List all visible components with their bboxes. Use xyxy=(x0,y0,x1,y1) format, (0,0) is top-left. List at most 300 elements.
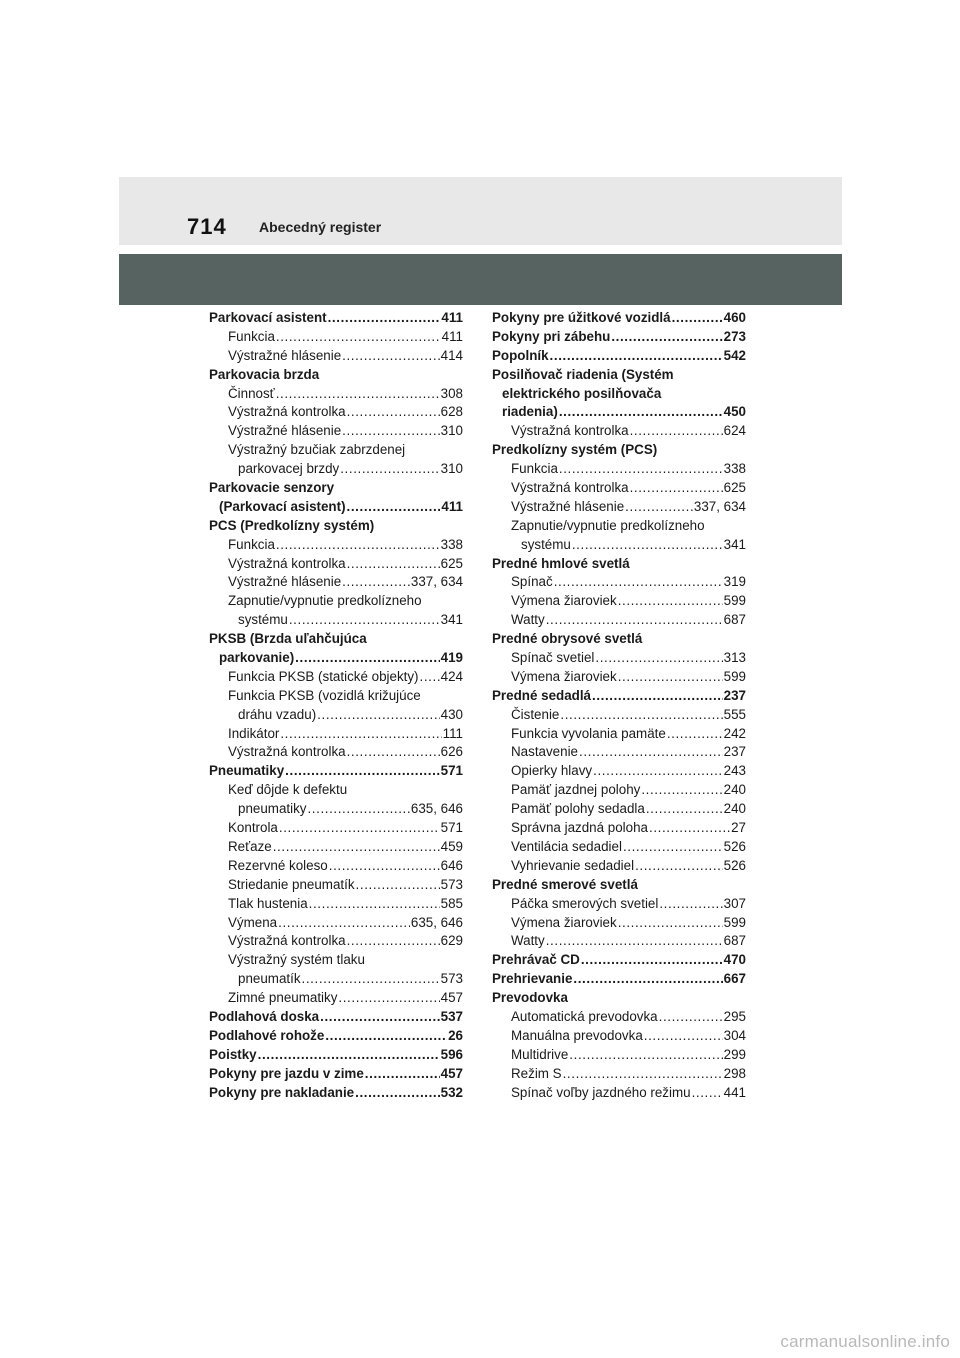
dot-leader xyxy=(692,1084,723,1103)
index-entry xyxy=(492,725,746,744)
index-entry xyxy=(209,725,463,744)
entry-page-ref: 599 xyxy=(723,668,746,684)
entry-page-ref: 240 xyxy=(723,782,746,798)
section-title: Abecedný register xyxy=(259,219,382,235)
entry-term: Výstražná kontrolka xyxy=(228,555,346,571)
index-entry xyxy=(492,1065,746,1084)
entry-page-ref: 450 xyxy=(723,404,746,420)
entry-term: Pamäť jazdnej polohy xyxy=(511,782,641,798)
entry-term: Watty xyxy=(511,933,545,949)
index-entry xyxy=(492,951,746,970)
dot-leader xyxy=(559,460,723,479)
dot-leader xyxy=(667,725,723,744)
header-band xyxy=(119,177,842,245)
index-entry xyxy=(209,838,463,857)
index-entry xyxy=(492,895,746,914)
dot-leader xyxy=(611,328,722,347)
entry-term: Zapnutie/vypnutie predkolízneho xyxy=(228,593,422,609)
dot-leader xyxy=(559,403,723,422)
entry-page-ref: 625 xyxy=(723,480,746,496)
entry-term: Funkcia PKSB (statické objekty) xyxy=(228,668,419,684)
index-entry xyxy=(209,668,463,687)
dot-leader xyxy=(623,838,723,857)
index-entry xyxy=(209,630,463,649)
dot-leader xyxy=(641,781,722,800)
index-column-right xyxy=(492,309,746,1102)
entry-term: riadenia) xyxy=(502,404,558,420)
entry-page-ref: 310 xyxy=(440,423,463,439)
entry-page-ref: 307 xyxy=(723,895,746,911)
entry-term: Pokyny pre úžitkové vozidlá xyxy=(492,310,671,325)
index-entry xyxy=(492,1084,746,1103)
dot-leader xyxy=(347,932,440,951)
entry-page-ref: 111 xyxy=(442,725,463,741)
entry-term: PKSB (Brzda uľahčujúca xyxy=(209,631,367,647)
index-entry xyxy=(209,592,463,611)
entry-term: PCS (Predkolízny systém) xyxy=(209,517,375,533)
entry-page-ref: 237 xyxy=(723,744,746,760)
dot-leader xyxy=(347,743,440,762)
index-entry xyxy=(492,743,746,762)
dot-leader xyxy=(573,970,722,989)
entry-page-ref: 635, 646 xyxy=(410,914,463,930)
entry-term: Parkovacia brzda xyxy=(209,366,320,382)
index-entry xyxy=(492,781,746,800)
index-entry xyxy=(492,441,746,460)
dot-leader xyxy=(365,1065,440,1084)
index-entry xyxy=(209,800,463,819)
entry-term: Poistky xyxy=(209,1046,257,1062)
dot-leader xyxy=(672,309,723,328)
entry-term: Predné smerové svetlá xyxy=(492,876,638,892)
index-entry xyxy=(209,876,463,895)
entry-term: Výstražné hlásenie xyxy=(228,423,342,439)
entry-term: Výstražná kontrolka xyxy=(228,744,346,760)
dot-leader xyxy=(276,536,440,555)
dot-leader xyxy=(347,498,441,517)
index-entry xyxy=(209,895,463,914)
index-entry xyxy=(492,857,746,876)
entry-page-ref: 308 xyxy=(440,385,463,401)
index-entry xyxy=(492,649,746,668)
dot-leader xyxy=(618,668,723,687)
entry-term: Funkcia xyxy=(511,461,558,477)
dot-leader xyxy=(595,649,722,668)
entry-term: Multidrive xyxy=(511,1046,569,1062)
index-entry xyxy=(209,857,463,876)
entry-term: Výstražný systém tlaku xyxy=(228,952,365,968)
index-entry xyxy=(209,1084,463,1103)
entry-term: (Parkovací asistent) xyxy=(219,498,346,514)
index-entry xyxy=(492,1008,746,1027)
index-entry xyxy=(492,460,746,479)
entry-page-ref: 26 xyxy=(448,1027,463,1043)
entry-term: Spínač xyxy=(511,574,553,590)
entry-page-ref: 646 xyxy=(440,857,463,873)
dot-leader xyxy=(635,857,723,876)
entry-term: Funkcia PKSB (vozidlá križujúce xyxy=(228,687,421,703)
dot-leader xyxy=(563,1065,723,1084)
dot-leader xyxy=(309,895,440,914)
entry-term: Výmena xyxy=(228,914,278,930)
index-entry xyxy=(492,422,746,441)
entry-page-ref: 414 xyxy=(440,347,463,363)
entry-term: Páčka smerových svetiel xyxy=(511,895,659,911)
index-entry xyxy=(492,479,746,498)
dot-leader xyxy=(569,1046,722,1065)
entry-page-ref: 532 xyxy=(440,1084,463,1100)
entry-term: Pokyny pre jazdu v zime xyxy=(209,1065,364,1081)
entry-term: Činnosť xyxy=(228,385,275,401)
entry-page-ref: 526 xyxy=(723,838,746,854)
index-entry xyxy=(492,706,746,725)
dot-leader xyxy=(320,1008,440,1027)
entry-term: Pokyny pre nakladanie xyxy=(209,1084,355,1100)
index-entry xyxy=(492,838,746,857)
entry-term: Režim S xyxy=(511,1065,562,1081)
dot-leader xyxy=(420,668,440,687)
entry-term: Nastavenie xyxy=(511,744,578,760)
dot-leader xyxy=(572,536,723,555)
entry-page-ref: 338 xyxy=(723,461,746,477)
index-entry xyxy=(492,573,746,592)
index-entry xyxy=(209,385,463,404)
dot-leader xyxy=(276,385,440,404)
dot-leader xyxy=(646,800,723,819)
dot-leader xyxy=(342,347,440,366)
dot-leader xyxy=(560,706,722,725)
entry-term: Pamäť polohy sedadla xyxy=(511,801,645,817)
dot-leader xyxy=(356,876,440,895)
entry-page-ref: 237 xyxy=(723,687,746,703)
entry-page-ref: 337, 634 xyxy=(693,498,746,514)
entry-term: parkovanie) xyxy=(219,650,295,666)
entry-term: Výstražná kontrolka xyxy=(511,480,629,496)
index-entry xyxy=(209,498,463,517)
dot-leader xyxy=(554,573,723,592)
dot-leader xyxy=(630,479,723,498)
index-entry xyxy=(492,914,746,933)
entry-page-ref: 430 xyxy=(440,706,463,722)
dot-leader xyxy=(325,1027,447,1046)
entry-page-ref: 341 xyxy=(723,536,746,552)
index-entry xyxy=(492,932,746,951)
index-entry xyxy=(492,592,746,611)
entry-term: Spínač svetiel xyxy=(511,650,595,666)
entry-page-ref: 337, 634 xyxy=(410,574,463,590)
entry-term: Pneumatiky xyxy=(209,763,285,779)
index-entry xyxy=(209,460,463,479)
dot-leader xyxy=(342,573,410,592)
watermark: carmanualsonline.info xyxy=(780,1332,950,1351)
entry-page-ref: 687 xyxy=(723,933,746,949)
entry-page-ref: 573 xyxy=(440,876,463,892)
entry-page-ref: 411 xyxy=(441,328,463,344)
entry-term: Automatická prevodovka xyxy=(511,1008,658,1024)
dot-leader xyxy=(347,555,440,574)
index-entry xyxy=(209,536,463,555)
entry-term: Parkovacie senzory xyxy=(209,480,335,496)
index-entry xyxy=(209,555,463,574)
entry-page-ref: 240 xyxy=(723,801,746,817)
index-entry xyxy=(492,536,746,555)
index-entry xyxy=(492,687,746,706)
entry-term: Podlahová doska xyxy=(209,1008,320,1024)
entry-page-ref: 599 xyxy=(723,593,746,609)
entry-page-ref: 573 xyxy=(440,971,463,987)
entry-page-ref: 599 xyxy=(723,914,746,930)
dot-leader xyxy=(328,309,441,328)
entry-term: Podlahové rohože xyxy=(209,1027,325,1043)
entry-page-ref: 628 xyxy=(440,404,463,420)
dot-leader xyxy=(258,1046,440,1065)
index-entry xyxy=(209,1027,463,1046)
entry-term: Predné obrysové svetlá xyxy=(492,631,643,647)
dot-leader xyxy=(307,800,409,819)
index-entry xyxy=(209,517,463,536)
dot-leader xyxy=(659,1008,723,1027)
index-entry xyxy=(492,1046,746,1065)
entry-term: Výstražné hlásenie xyxy=(228,347,342,363)
entry-page-ref: 542 xyxy=(723,347,746,363)
entry-term: Výmena žiaroviek xyxy=(511,914,617,930)
index-entry xyxy=(209,649,463,668)
entry-page-ref: 243 xyxy=(723,763,746,779)
entry-term: pneumatík xyxy=(238,971,301,987)
index-entry xyxy=(209,781,463,800)
entry-term: Opierky hlavy xyxy=(511,763,593,779)
entry-page-ref: 635, 646 xyxy=(410,801,463,817)
entry-page-ref: 341 xyxy=(440,612,463,628)
entry-page-ref: 571 xyxy=(440,820,463,836)
index-entry xyxy=(209,743,463,762)
entry-page-ref: 319 xyxy=(723,574,746,590)
entry-page-ref: 419 xyxy=(440,650,463,666)
dot-leader xyxy=(347,403,440,422)
entry-page-ref: 526 xyxy=(723,857,746,873)
index-entry xyxy=(209,1046,463,1065)
index-entry xyxy=(209,403,463,422)
dot-leader xyxy=(279,819,440,838)
index-entry xyxy=(492,762,746,781)
dot-leader xyxy=(592,687,723,706)
entry-page-ref: 585 xyxy=(440,895,463,911)
index-entry xyxy=(492,498,746,517)
entry-term: Spínač voľby jazdného režimu xyxy=(511,1084,691,1100)
dot-leader xyxy=(329,857,440,876)
index-entry xyxy=(209,328,463,347)
entry-page-ref: 424 xyxy=(440,668,463,684)
entry-page-ref: 571 xyxy=(440,763,463,779)
entry-term: Ventilácia sedadiel xyxy=(511,838,622,854)
dot-leader xyxy=(295,649,439,668)
dot-leader xyxy=(273,838,440,857)
index-entry xyxy=(492,328,746,347)
entry-term: Funkcia xyxy=(228,536,275,552)
dot-leader xyxy=(618,914,723,933)
dot-leader xyxy=(302,970,440,989)
entry-term: Parkovací asistent xyxy=(209,310,327,325)
index-entry xyxy=(209,951,463,970)
index-entry xyxy=(209,914,463,933)
entry-term: systému xyxy=(521,536,571,552)
entry-term: dráhu vzadu) xyxy=(238,706,317,722)
entry-page-ref: 411 xyxy=(441,310,463,325)
entry-term: elektrického posilňovača xyxy=(502,385,662,401)
dot-leader xyxy=(625,498,693,517)
entry-term: Predkolízny systém (PCS) xyxy=(492,442,658,458)
index-entry xyxy=(209,611,463,630)
index-entry xyxy=(492,668,746,687)
index-entry xyxy=(492,403,746,422)
entry-term: Výmena žiaroviek xyxy=(511,593,617,609)
index-entry xyxy=(209,932,463,951)
entry-term: Výmena žiaroviek xyxy=(511,668,617,684)
dot-leader xyxy=(317,706,439,725)
entry-term: Watty xyxy=(511,612,545,628)
page-number: 714 xyxy=(187,214,227,239)
entry-term: Prevodovka xyxy=(492,990,568,1006)
entry-page-ref: 537 xyxy=(440,1008,463,1024)
dot-leader xyxy=(649,819,730,838)
index-entry xyxy=(492,366,746,385)
entry-term: parkovacej brzdy xyxy=(238,461,340,477)
entry-page-ref: 624 xyxy=(723,423,746,439)
entry-page-ref: 460 xyxy=(723,310,746,325)
entry-term: Výstražná kontrolka xyxy=(511,423,629,439)
index-entry xyxy=(492,630,746,649)
dot-leader xyxy=(342,422,440,441)
entry-term: Prehrávač CD xyxy=(492,952,580,968)
index-entry xyxy=(209,366,463,385)
entry-page-ref: 273 xyxy=(723,328,746,344)
entry-term: pneumatiky xyxy=(238,801,307,817)
entry-term: Striedanie pneumatík xyxy=(228,876,355,892)
entry-page-ref: 555 xyxy=(723,706,746,722)
header-dark-band xyxy=(119,254,842,305)
entry-term: Tlak hustenia xyxy=(228,895,308,911)
entry-term: Výstražné hlásenie xyxy=(228,574,342,590)
index-entry xyxy=(209,347,463,366)
dot-leader xyxy=(285,762,439,781)
index-entry xyxy=(209,422,463,441)
entry-page-ref: 629 xyxy=(440,933,463,949)
entry-term: Predné sedadlá xyxy=(492,687,591,703)
index-entry xyxy=(209,762,463,781)
index-entry xyxy=(492,800,746,819)
dot-leader xyxy=(618,592,723,611)
index-entry xyxy=(492,555,746,574)
entry-page-ref: 667 xyxy=(723,971,746,987)
entry-term: Zapnutie/vypnutie predkolízneho xyxy=(511,517,705,533)
index-entry xyxy=(209,687,463,706)
entry-page-ref: 687 xyxy=(723,612,746,628)
dot-leader xyxy=(593,762,723,781)
entry-page-ref: 626 xyxy=(440,744,463,760)
index-entry xyxy=(492,385,746,404)
index-entry xyxy=(492,611,746,630)
dot-leader xyxy=(581,951,723,970)
entry-page-ref: 441 xyxy=(723,1084,746,1100)
dot-leader xyxy=(630,422,723,441)
entry-page-ref: 304 xyxy=(723,1027,746,1043)
entry-page-ref: 27 xyxy=(731,820,746,836)
entry-term: Rezervné koleso xyxy=(228,857,328,873)
index-entry xyxy=(492,1027,746,1046)
dot-leader xyxy=(659,895,722,914)
entry-term: Funkcia xyxy=(228,328,275,344)
entry-term: Keď dôjde k defektu xyxy=(228,782,348,798)
entry-term: Popolník xyxy=(492,347,549,363)
dot-leader xyxy=(338,989,439,1008)
entry-page-ref: 310 xyxy=(440,461,463,477)
entry-term: Reťaze xyxy=(228,838,272,854)
entry-page-ref: 596 xyxy=(440,1046,463,1062)
entry-page-ref: 338 xyxy=(440,536,463,552)
entry-term: Kontrola xyxy=(228,820,278,836)
index-column-left xyxy=(209,309,463,1102)
entry-term: Zimné pneumatiky xyxy=(228,990,338,1006)
index-entry xyxy=(492,347,746,366)
dot-leader xyxy=(550,347,723,366)
entry-term: Správna jazdná poloha xyxy=(511,820,648,836)
entry-term: Manuálna prevodovka xyxy=(511,1027,643,1043)
entry-page-ref: 299 xyxy=(723,1046,746,1062)
index-entry xyxy=(209,819,463,838)
entry-term: Indikátor xyxy=(228,725,280,741)
index-entry xyxy=(209,1008,463,1027)
dot-leader xyxy=(276,328,441,347)
index-entry xyxy=(492,309,746,328)
entry-page-ref: 457 xyxy=(440,1065,463,1081)
index-entry xyxy=(209,1065,463,1084)
index-entry xyxy=(209,479,463,498)
entry-term: Predné hmlové svetlá xyxy=(492,555,630,571)
dot-leader xyxy=(289,611,440,630)
entry-page-ref: 313 xyxy=(723,650,746,666)
dot-leader xyxy=(644,1027,723,1046)
index-entry xyxy=(209,970,463,989)
entry-page-ref: 298 xyxy=(723,1065,746,1081)
dot-leader xyxy=(340,460,439,479)
index-entry xyxy=(209,573,463,592)
index-entry xyxy=(492,517,746,536)
index-entry xyxy=(492,989,746,1008)
entry-term: Výstražný bzučiak zabrzdenej xyxy=(228,442,406,458)
dot-leader xyxy=(355,1084,440,1103)
index-entry xyxy=(492,819,746,838)
dot-leader xyxy=(579,743,723,762)
entry-term: Prehrievanie xyxy=(492,971,573,987)
dot-leader xyxy=(280,725,441,744)
index-entry xyxy=(492,970,746,989)
index-entry xyxy=(209,441,463,460)
entry-page-ref: 295 xyxy=(723,1008,746,1024)
entry-term: systému xyxy=(238,612,288,628)
entry-term: Čistenie xyxy=(511,706,560,722)
entry-page-ref: 457 xyxy=(440,990,463,1006)
entry-term: Vyhrievanie sedadiel xyxy=(511,857,635,873)
index-entry xyxy=(492,876,746,895)
dot-leader xyxy=(546,932,723,951)
index-entry xyxy=(209,989,463,1008)
entry-term: Funkcia vyvolania pamäte xyxy=(511,725,666,741)
entry-page-ref: 411 xyxy=(441,498,463,514)
entry-term: Výstražná kontrolka xyxy=(228,933,346,949)
entry-page-ref: 459 xyxy=(440,838,463,854)
dot-leader xyxy=(278,914,410,933)
entry-page-ref: 625 xyxy=(440,555,463,571)
